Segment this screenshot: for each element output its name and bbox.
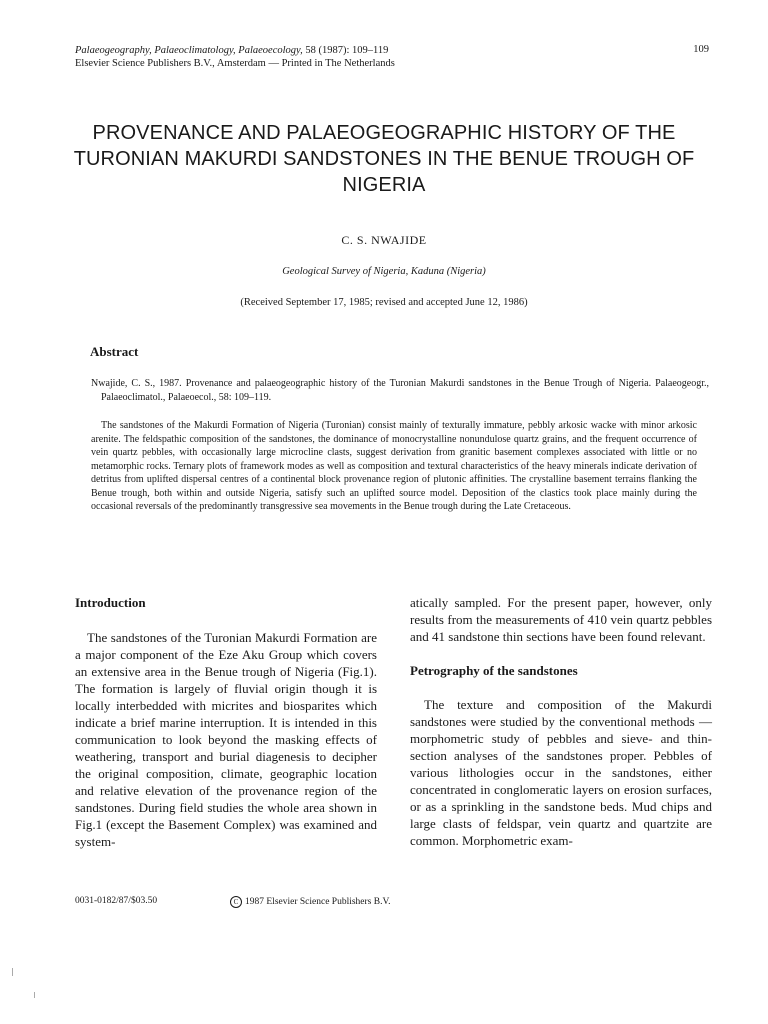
journal-volume: 58 (1987): 109–119 xyxy=(305,45,389,56)
introduction-continued: atically sampled. For the present paper, however, only results from the measurements of 410 vein quartz pebbles and 41 sandstone thin sections have been found relevant. xyxy=(410,595,712,644)
journal-citation xyxy=(75,44,388,57)
abstract-heading: Abstract xyxy=(90,344,139,359)
right-column xyxy=(410,594,712,849)
scan-mark xyxy=(34,992,35,998)
page-number: 109 xyxy=(693,44,709,55)
received-dates: (Received September 17, 1985; revised and accepted June 12, 1986) xyxy=(240,297,528,308)
copyright-text: 1987 Elsevier Science Publishers B.V. xyxy=(245,897,391,908)
petrography-paragraph: The texture and composition of the Makurdi sandstones were studied by the conventional methods — morphometric study of pebbles and sieve- and thin-section analyses of the sandstones proper. Pebbles of various lithologies occur in the sandstones, either concentrated in conglomeratic layers on erosion surfaces, or as a sprinkling in the sandstone beds. Mud chips and large clasts of feldspar, vein quartz and quartzite are common. Morphometric exam- xyxy=(410,697,712,848)
issn-price-code: 0031-0182/87/$03.50 xyxy=(75,896,158,906)
article-author: C. S. NWAJIDE xyxy=(341,233,427,247)
left-column xyxy=(75,594,377,850)
journal-name: Palaeogeography, Palaeoclimatology, Palaeoecology, xyxy=(75,45,303,56)
copyright-icon: C xyxy=(230,896,242,908)
introduction-paragraph: The sandstones of the Turonian Makurdi Formation are a major component of the Eze Aku Group which covers an extensive area in the Benue trough of Nigeria (Fig.1). The formation is largely of fluvial origin though it is locally interbedded with micrites and biosparites which indicate a brief marine interruption. It is intended in this communication to look beyond the masking effects of weathering, transport and burial diagenesis to decipher the original composition, climate, geographic location and relative elevation of the provenance region of the sandstones. During field studies the whole area shown in Fig.1 (except the Basement Complex) was examined and system- xyxy=(75,630,377,849)
author-affiliation: Geological Survey of Nigeria, Kaduna (Nigeria) xyxy=(282,266,486,277)
article-title: PROVENANCE AND PALAEOGEOGRAPHIC HISTORY OF THE TURONIAN MAKURDI SANDSTONES IN THE BENUE TROUGH OF NIGERIA xyxy=(73,122,695,196)
copyright-line xyxy=(230,896,390,908)
petrography-heading: Petrography of the sandstones xyxy=(410,663,578,678)
introduction-heading: Introduction xyxy=(75,595,146,610)
publisher-line: Elsevier Science Publishers B.V., Amsterdam — Printed in The Netherlands xyxy=(75,58,395,69)
scan-mark xyxy=(12,968,13,976)
abstract-citation: Nwajide, C. S., 1987. Provenance and palaeogeographic history of the Turonian Makurdi sandstones in the Benue Trough of Nigeria. Palaeogeogr., Palaeoclimatol., Palaeoecol., 58: 109–119. xyxy=(91,378,709,403)
abstract-body: The sandstones of the Makurdi Formation of Nigeria (Turonian) consist mainly of texturally immature, pebbly arkosic wacke with minor arkosic arenite. The feldspathic composition of the sandstones, the dominance of monocrystalline nonundulose quartz grains, and the frequent occurrence of vein quartz pebbles, with occasionally large microcline clasts, suggest derivation from granitic basement complexes associated with little or no metamorphic rocks. Ternary plots of framework modes as well as composition and textural characteristics of the heavy minerals indicate derivation of detritus from uplifted dispersal centres of a continental block provenance region of plutonic affinities. The crystalline basement terrains flanking the Benue trough, both within and outside Nigeria, satisfy such an uplifted source model. Deposition of the clastics took place mainly during the occasional reversals of the predominantly transgressive sea movements in the Benue trough during the Late Cretaceous. xyxy=(91,420,697,512)
